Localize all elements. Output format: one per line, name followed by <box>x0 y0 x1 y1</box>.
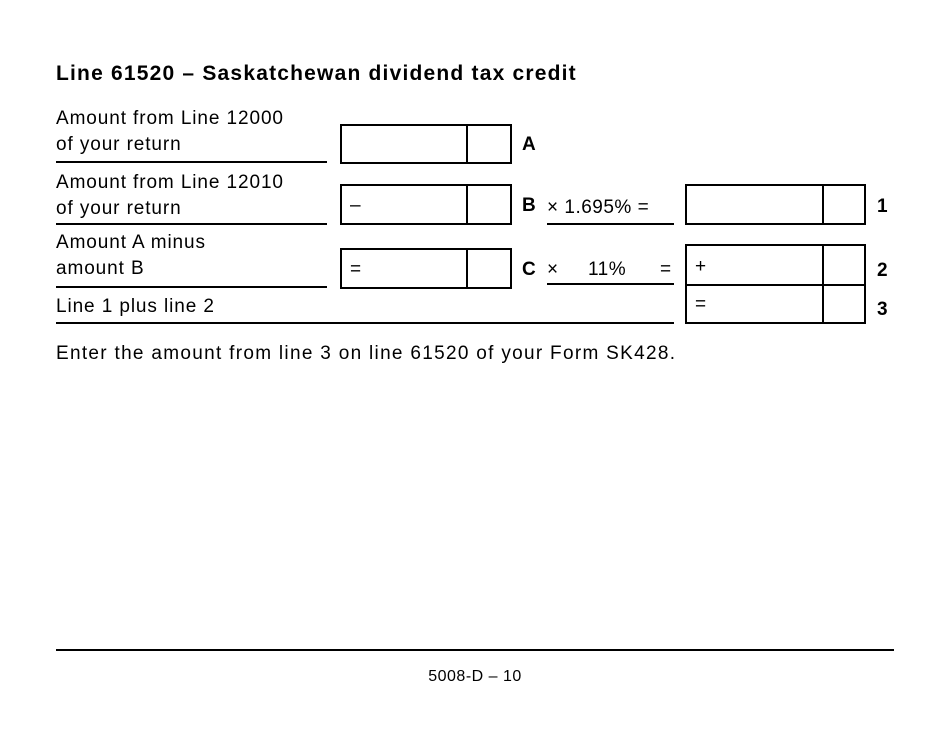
rate-1-rule <box>547 223 674 225</box>
instruction-text: Enter the amount from line 3 on line 61520 of your Form SK428. <box>56 343 677 364</box>
rate-2-rule <box>547 283 674 285</box>
rate-2-times: × <box>547 259 559 280</box>
row-c-line2: amount B <box>56 258 145 279</box>
footer-rule <box>56 649 894 651</box>
line-2-input[interactable] <box>685 244 866 286</box>
line-number-3: 3 <box>877 299 888 320</box>
label-a: A <box>522 134 536 155</box>
row-c-description <box>56 230 206 282</box>
label-c: C <box>522 259 536 280</box>
line-3-description: Line 1 plus line 2 <box>56 296 215 317</box>
row-b-rule <box>56 223 327 225</box>
rate-2-value: 11% <box>588 259 627 280</box>
line-1-input[interactable] <box>685 184 866 225</box>
row-b-line1: Amount from Line 12010 <box>56 172 284 193</box>
row-a-line1: Amount from Line 12000 <box>56 108 284 129</box>
row-c-rule <box>56 286 327 288</box>
line-number-1: 1 <box>877 196 888 217</box>
amount-b-symbol: – <box>350 195 361 216</box>
row-a-rule <box>56 161 327 163</box>
section-title: Line 61520 – Saskatchewan dividend tax credit <box>56 62 577 85</box>
rate-2-equals: = <box>660 259 672 280</box>
line-2-cents[interactable] <box>822 246 824 284</box>
row-b-line2: of your return <box>56 198 182 219</box>
line-1-cents[interactable] <box>822 186 824 223</box>
line-3-rule <box>56 322 674 324</box>
amount-c-cents[interactable] <box>466 250 468 287</box>
row-c-line1: Amount A minus <box>56 232 206 253</box>
line-number-2: 2 <box>877 260 888 281</box>
amount-a-cents[interactable] <box>466 126 468 162</box>
amount-c-input[interactable] <box>340 248 512 289</box>
rate-1-operator: × 1.695% = <box>547 197 650 218</box>
row-b-description <box>56 170 284 222</box>
amount-a-input[interactable] <box>340 124 512 164</box>
row-a-line2: of your return <box>56 134 182 155</box>
line-3-input[interactable] <box>685 284 866 324</box>
amount-c-symbol: = <box>350 259 362 280</box>
label-b: B <box>522 195 536 216</box>
line-3-symbol: = <box>695 294 707 315</box>
line-2-symbol: + <box>695 256 707 277</box>
row-a-description <box>56 106 284 158</box>
amount-b-input[interactable] <box>340 184 512 225</box>
amount-b-cents[interactable] <box>466 186 468 223</box>
page-footer: 5008-D – 10 <box>428 668 522 685</box>
line-3-cents[interactable] <box>822 286 824 322</box>
